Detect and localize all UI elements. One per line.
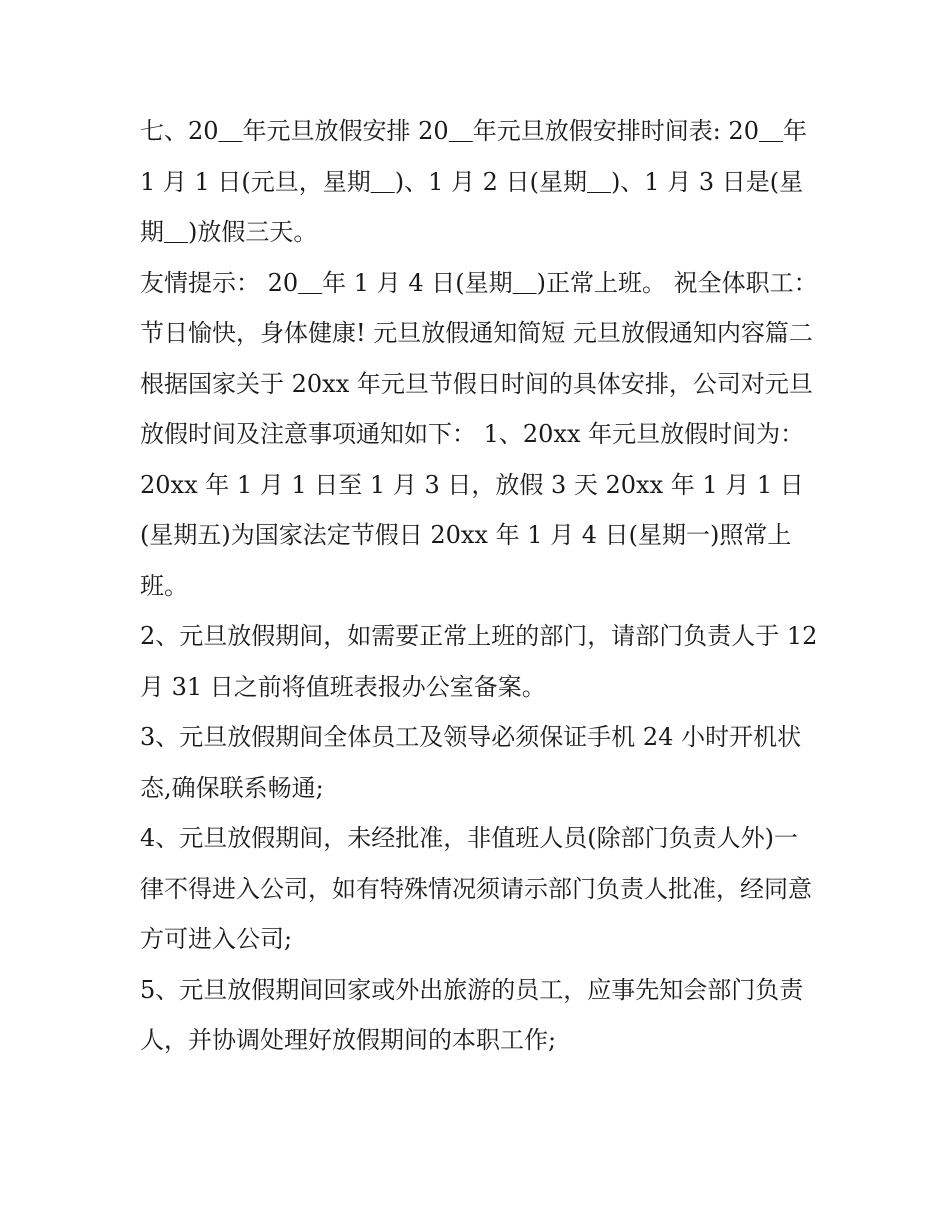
paragraph-notice-intro: 根据国家关于 20xx 年元旦节假日时间的具体安排，公司对元旦放假时间及注意事项通知如下： 1、20xx 年元旦放假时间为： — [140, 369, 813, 448]
paragraph-holiday-dates: 20xx 年 1 月 1 日至 1 月 3 日，放假 3 天 20xx 年 1 月 1 日(星期五)为国家法定节假日 20xx 年 1 月 4 日(星期一)照常上班。 — [140, 470, 804, 600]
document-body — [140, 106, 820, 1066]
paragraph-friendly-reminder: 友情提示： 20＿年 1 月 4 日(星期＿)正常上班。 祝全体职工：节日愉快，身体健康! 元旦放假通知简短 元旦放假通知内容篇二 — [140, 268, 818, 347]
paragraph-item-5: 5、元旦放假期间回家或外出旅游的员工，应事先知会部门负责人，并协调处理好放假期间的本职工作; — [140, 975, 804, 1054]
paragraph-item-4: 4、元旦放假期间，未经批准，非值班人员(除部门负责人外)一律不得进入公司，如有特殊情况须请示部门负责人批准，经同意方可进入公司; — [140, 824, 812, 953]
paragraph-item-2: 2、元旦放假期间，如需要正常上班的部门，请部门负责人于 12 月 31 日之前将值班表报办公室备案。 — [140, 622, 818, 701]
paragraph-holiday-arrangement: 七、20＿年元旦放假安排 20＿年元旦放假安排时间表: 20＿年 1 月 1 日(元旦，星期＿)、1 月 2 日(星期＿)、1 月 3 日是(星期＿)放假三天。 — [140, 117, 807, 246]
paragraph-item-3: 3、元旦放假期间全体员工及领导必须保证手机 24 小时开机状态,确保联系畅通; — [140, 723, 802, 802]
